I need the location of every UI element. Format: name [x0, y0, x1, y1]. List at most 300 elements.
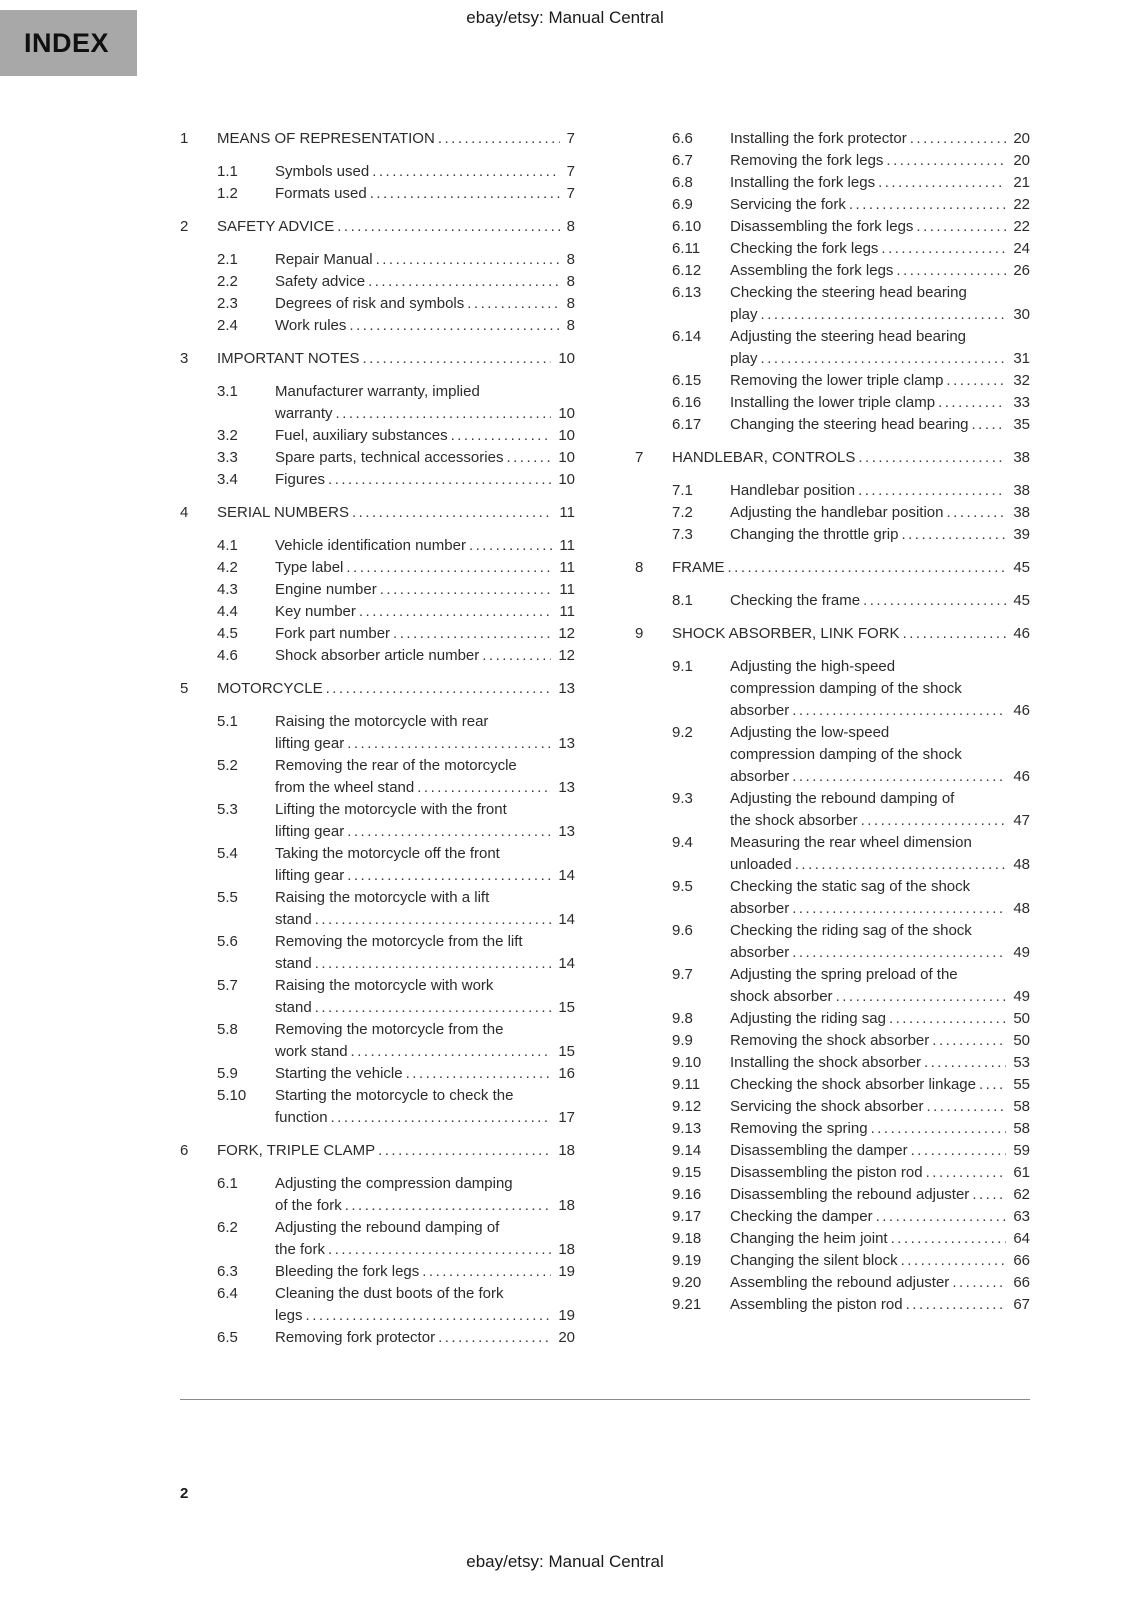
toc-item-page: 10 [551, 348, 575, 370]
toc-item-body [730, 260, 1030, 282]
toc-item-body [730, 656, 1030, 722]
toc-item-body [275, 843, 575, 887]
dot-leader-icon [368, 271, 575, 293]
toc-item-page: 48 [1006, 854, 1030, 876]
toc-item-number: 3.1 [217, 383, 238, 400]
toc-item-body [275, 381, 575, 425]
page-number: 2 [180, 1485, 189, 1502]
toc-section-row [635, 623, 1030, 645]
toc-item-title: Shock absorber article number [275, 647, 480, 664]
toc-entry-row [180, 557, 575, 579]
toc-item-body [275, 579, 575, 601]
toc-item-body [730, 1118, 1030, 1140]
toc-item-body [730, 1052, 1030, 1074]
toc-item-page: 46 [1006, 700, 1030, 722]
toc-item-title: Adjusting the rebound damping of the fork [275, 1219, 500, 1258]
toc-item-number: 5.9 [217, 1065, 238, 1082]
toc-item-body [730, 964, 1030, 1008]
toc-item-title: Bleeding the fork legs [275, 1263, 420, 1280]
toc-item-body [730, 1162, 1030, 1184]
toc-item-title: Changing the silent block [730, 1252, 898, 1269]
toc-entry-row [180, 1019, 575, 1063]
toc-item-page: 24 [1006, 238, 1030, 260]
toc-item-title: Removing fork protector [275, 1329, 436, 1346]
toc-entry-row [635, 414, 1030, 436]
toc-item-number: 5.6 [217, 933, 238, 950]
toc-item-page: 26 [1006, 260, 1030, 282]
toc-item-page: 8 [560, 216, 575, 238]
toc-item-page: 8 [560, 249, 575, 271]
toc-item-body [730, 1008, 1030, 1030]
toc-item-body [730, 1184, 1030, 1206]
toc-entry-row [635, 1030, 1030, 1052]
toc-item-title: Installing the fork protector [730, 130, 907, 147]
dot-leader-icon [393, 623, 575, 645]
toc-item-number: 9.14 [672, 1142, 702, 1159]
toc-item-number: 6.1 [217, 1175, 238, 1192]
toc-entry-row [180, 1063, 575, 1085]
toc-item-number: 5.1 [217, 713, 238, 730]
toc-item-body [275, 711, 575, 755]
dot-leader-icon [792, 700, 1030, 722]
toc-entry-row [635, 788, 1030, 832]
toc-item-page: 10 [551, 447, 575, 469]
toc-item-title: Adjusting the handlebar position [730, 504, 944, 521]
toc-item-number: 9.20 [672, 1274, 702, 1291]
toc-item-number: 2 [180, 218, 189, 235]
dot-leader-icon [376, 249, 575, 271]
dot-leader-icon [349, 315, 575, 337]
toc-item-page: 61 [1006, 1162, 1030, 1184]
toc-item-page: 17 [551, 1107, 575, 1129]
toc-item-title: Key number [275, 603, 356, 620]
dot-leader-icon [858, 480, 1030, 502]
toc-item-number: 6.15 [672, 372, 702, 389]
toc-item-page: 13 [551, 733, 575, 755]
dot-leader-icon [761, 304, 1030, 326]
dot-leader-icon [836, 986, 1030, 1008]
toc-item-page: 8 [560, 293, 575, 315]
toc-entry-row [635, 1052, 1030, 1074]
toc-item-body [275, 1019, 575, 1063]
toc-item-body [730, 1272, 1030, 1294]
toc-item-body [275, 1085, 575, 1129]
toc-item-title: Starting the motorcycle to check the function [275, 1087, 514, 1126]
toc-item-title: Checking the shock absorber linkage [730, 1076, 976, 1093]
toc-item-number: 2.1 [217, 251, 238, 268]
toc-item-title: Installing the fork legs [730, 174, 876, 191]
toc-item-body [730, 920, 1030, 964]
toc-item-page: 10 [551, 403, 575, 425]
toc-item-page: 11 [552, 579, 575, 601]
dot-leader-icon [326, 678, 575, 700]
toc-item-title: Removing the motorcycle from the work stand [275, 1021, 504, 1060]
toc-item-page: 58 [1006, 1096, 1030, 1118]
toc-item-page: 58 [1006, 1118, 1030, 1140]
toc-entry-row [635, 392, 1030, 414]
toc-entry-row [180, 1217, 575, 1261]
toc-item-number: 6.16 [672, 394, 702, 411]
toc-item-page: 18 [551, 1140, 575, 1162]
toc-item-page: 20 [551, 1327, 575, 1349]
toc-item-number: 9.2 [672, 724, 693, 741]
toc-item-page: 35 [1006, 414, 1030, 436]
dot-leader-icon [795, 854, 1030, 876]
toc-entry-row [635, 216, 1030, 238]
toc-item-title: Changing the throttle grip [730, 526, 899, 543]
toc-item-page: 48 [1006, 898, 1030, 920]
toc-item-title: Taking the motorcycle off the front lifting gear [275, 845, 500, 884]
toc-item-body [275, 1217, 575, 1261]
toc-item-number: 4.1 [217, 537, 238, 554]
toc-item-number: 4 [180, 504, 189, 521]
toc-item-body [275, 161, 575, 183]
toc-item-title: Assembling the rebound adjuster [730, 1274, 950, 1291]
toc-item-title: Manufacturer warranty, implied warranty [275, 383, 480, 422]
toc-item-body [217, 502, 575, 524]
toc-item-number: 9.5 [672, 878, 693, 895]
dot-leader-icon [792, 766, 1030, 788]
toc-item-number: 4.5 [217, 625, 238, 642]
dot-leader-icon [761, 348, 1030, 370]
toc-item-page: 7 [560, 161, 575, 183]
toc-item-number: 6.11 [672, 240, 701, 257]
toc-item-title: Installing the lower triple clamp [730, 394, 936, 411]
toc-entry-row [635, 1162, 1030, 1184]
toc-item-title: Starting the vehicle [275, 1065, 403, 1082]
dot-leader-icon [347, 733, 575, 755]
toc-entry-row [180, 249, 575, 271]
toc-item-number: 2.2 [217, 273, 238, 290]
toc-item-body [275, 1327, 575, 1349]
toc-item-body [217, 1140, 575, 1162]
toc-item-number: 5.10 [217, 1087, 247, 1104]
toc-item-body [217, 128, 575, 150]
toc-item-title: Changing the heim joint [730, 1230, 888, 1247]
dot-leader-icon [328, 469, 575, 491]
toc-entry-row [180, 887, 575, 931]
toc-item-number: 5.8 [217, 1021, 238, 1038]
dot-leader-icon [347, 821, 575, 843]
toc-item-title: Disassembling the piston rod [730, 1164, 923, 1181]
toc-column-right [635, 128, 1030, 1349]
toc-item-number: 9.15 [672, 1164, 702, 1181]
toc-item-body [275, 315, 575, 337]
toc-item-body [275, 1283, 575, 1327]
dot-leader-icon [346, 557, 575, 579]
toc-item-body [672, 623, 1030, 645]
toc-entry-row [635, 1184, 1030, 1206]
toc-item-title: Fork part number [275, 625, 391, 642]
toc-item-title: Assembling the piston rod [730, 1296, 903, 1313]
toc-entry-row [180, 623, 575, 645]
toc-item-body [275, 425, 575, 447]
dot-leader-icon [372, 161, 575, 183]
toc-item-page: 66 [1006, 1250, 1030, 1272]
toc-item-title: Servicing the fork [730, 196, 846, 213]
toc-item-title: FORK, TRIPLE CLAMP [217, 1142, 376, 1159]
toc-item-number: 8.1 [672, 592, 693, 609]
toc-entry-row [180, 183, 575, 205]
dot-leader-icon [328, 1239, 575, 1261]
toc-item-page: 53 [1006, 1052, 1030, 1074]
dot-leader-icon [336, 403, 575, 425]
toc-item-title: Adjusting the riding sag [730, 1010, 886, 1027]
toc-item-body [730, 1074, 1030, 1096]
toc-entry-row [635, 282, 1030, 326]
toc-entry-row [180, 293, 575, 315]
toc-item-title: Repair Manual [275, 251, 373, 268]
toc-item-title: Checking the riding sag of the shock absorber [730, 922, 972, 961]
toc-item-page: 14 [551, 909, 575, 931]
toc-entry-row [635, 480, 1030, 502]
toc-item-body [275, 469, 575, 491]
toc-item-number: 5.2 [217, 757, 238, 774]
toc-item-body [730, 832, 1030, 876]
toc-item-number: 4.2 [217, 559, 238, 576]
toc-item-title: Measuring the rear wheel dimension unloaded [730, 834, 972, 873]
toc-item-number: 6.5 [217, 1329, 238, 1346]
toc-item-body [730, 326, 1030, 370]
toc-item-page: 13 [551, 678, 575, 700]
toc-item-body [672, 447, 1030, 469]
toc-item-title: FRAME [672, 559, 725, 576]
toc-item-body [275, 887, 575, 931]
toc-item-page: 13 [551, 821, 575, 843]
toc-item-title: Assembling the fork legs [730, 262, 894, 279]
toc-item-number: 9.21 [672, 1296, 702, 1313]
toc-item-page: 11 [552, 502, 575, 524]
toc-entry-row [180, 381, 575, 425]
dot-leader-icon [337, 216, 575, 238]
toc-item-body [275, 1261, 575, 1283]
toc-item-title: Checking the static sag of the shock absorber [730, 878, 971, 917]
toc-item-page: 66 [1006, 1272, 1030, 1294]
toc-item-page: 16 [551, 1063, 575, 1085]
toc-item-number: 6 [180, 1142, 189, 1159]
dot-leader-icon [363, 348, 575, 370]
toc-item-body [730, 502, 1030, 524]
toc-item-page: 11 [552, 535, 575, 557]
toc-item-title: Checking the steering head bearing play [730, 284, 967, 323]
toc-item-title: Adjusting the spring preload of the shock absorber [730, 966, 958, 1005]
toc-item-title: Spare parts, technical accessories [275, 449, 504, 466]
toc-entry-row [180, 1283, 575, 1327]
toc-item-page: 18 [551, 1239, 575, 1261]
toc-item-body [217, 348, 575, 370]
toc-item-title: Engine number [275, 581, 377, 598]
toc-entry-row [635, 1294, 1030, 1316]
toc-entry-row [635, 260, 1030, 282]
toc-item-title: Disassembling the damper [730, 1142, 908, 1159]
toc-item-body [275, 1063, 575, 1085]
toc-item-body [275, 645, 575, 667]
toc-item-page: 32 [1006, 370, 1030, 392]
toc-item-number: 6.9 [672, 196, 693, 213]
dot-leader-icon [306, 1305, 575, 1327]
toc-item-number: 9.13 [672, 1120, 702, 1137]
toc-entry-row [635, 238, 1030, 260]
toc-item-title: Adjusting the compression damping of the fork [275, 1175, 513, 1214]
toc-item-page: 12 [551, 645, 575, 667]
toc-item-title: Raising the motorcycle with rear lifting gear [275, 713, 489, 752]
toc-entry-row [180, 799, 575, 843]
toc-item-body [730, 370, 1030, 392]
toc-item-number: 9.19 [672, 1252, 702, 1269]
toc-item-body [275, 1173, 575, 1217]
toc-section-row [635, 447, 1030, 469]
toc-item-number: 7.1 [672, 482, 693, 499]
index-tab [0, 10, 137, 76]
toc-item-title: SHOCK ABSORBER, LINK FORK [672, 625, 900, 642]
toc-item-number: 5.5 [217, 889, 238, 906]
dot-leader-icon [380, 579, 575, 601]
toc-section-row [180, 348, 575, 370]
toc-item-page: 8 [560, 271, 575, 293]
toc-section-row [635, 557, 1030, 579]
toc-item-title: Safety advice [275, 273, 366, 290]
toc-item-title: Changing the steering head bearing [730, 416, 969, 433]
toc-item-number: 9.18 [672, 1230, 702, 1247]
toc-entry-row [635, 1206, 1030, 1228]
dot-leader-icon [359, 601, 575, 623]
toc-item-number: 6.6 [672, 130, 693, 147]
toc-item-page: 46 [1006, 623, 1030, 645]
toc-item-page: 22 [1006, 194, 1030, 216]
toc-item-body [275, 447, 575, 469]
toc-item-number: 5.4 [217, 845, 238, 862]
dot-leader-icon [315, 909, 575, 931]
toc-item-body [217, 216, 575, 238]
dot-leader-icon [331, 1107, 575, 1129]
toc-item-number: 6.7 [672, 152, 693, 169]
toc-item-body [275, 931, 575, 975]
toc-entry-row [635, 1008, 1030, 1030]
toc-item-number: 2.4 [217, 317, 238, 334]
dot-leader-icon [792, 942, 1030, 964]
toc-item-page: 15 [551, 997, 575, 1019]
toc-entry-row [635, 1272, 1030, 1294]
toc-item-body [730, 1294, 1030, 1316]
toc-column-left [180, 128, 575, 1349]
toc-item-page: 46 [1006, 766, 1030, 788]
toc-item-number: 1.1 [217, 163, 238, 180]
toc-item-page: 10 [551, 469, 575, 491]
dot-leader-icon [370, 183, 575, 205]
toc-item-number: 1 [180, 130, 189, 147]
toc-item-page: 50 [1006, 1030, 1030, 1052]
toc-item-page: 13 [551, 777, 575, 799]
toc-item-title: Removing the shock absorber [730, 1032, 930, 1049]
toc-item-number: 5 [180, 680, 189, 697]
toc-entry-row [180, 601, 575, 623]
toc-item-page: 12 [551, 623, 575, 645]
toc-entry-row [180, 579, 575, 601]
toc-item-number: 9.10 [672, 1054, 702, 1071]
toc-item-number: 9.8 [672, 1010, 693, 1027]
toc-item-title: IMPORTANT NOTES [217, 350, 360, 367]
toc-item-body [730, 238, 1030, 260]
toc-entry-row [180, 975, 575, 1019]
toc-item-title: Removing the lower triple clamp [730, 372, 944, 389]
dot-leader-icon [849, 194, 1030, 216]
toc-item-title: Adjusting the high-speed compression damping of the shock absorber [730, 658, 962, 719]
toc-item-number: 6.13 [672, 284, 702, 301]
toc-item-page: 63 [1006, 1206, 1030, 1228]
toc-item-number: 4.3 [217, 581, 238, 598]
toc-item-page: 14 [551, 953, 575, 975]
table-of-contents [0, 128, 1130, 1349]
toc-entry-row [180, 1261, 575, 1283]
toc-item-title: Work rules [275, 317, 347, 334]
toc-item-body [730, 1250, 1030, 1272]
toc-item-body [275, 601, 575, 623]
toc-item-title: Raising the motorcycle with a lift stand [275, 889, 490, 928]
toc-entry-row [635, 502, 1030, 524]
toc-item-title: MEANS OF REPRESENTATION [217, 130, 435, 147]
toc-item-number: 8 [635, 559, 644, 576]
toc-entry-row [635, 590, 1030, 612]
index-label: INDEX [24, 27, 110, 58]
toc-item-body [730, 722, 1030, 788]
toc-entry-row [635, 876, 1030, 920]
toc-item-page: 11 [552, 557, 575, 579]
dot-leader-icon [315, 953, 575, 975]
toc-item-title: Handlebar position [730, 482, 856, 499]
toc-item-title: Adjusting the rebound damping of the shock absorber [730, 790, 955, 829]
toc-item-title: Removing the fork legs [730, 152, 884, 169]
toc-item-title: Raising the motorcycle with work stand [275, 977, 494, 1016]
toc-item-page: 30 [1006, 304, 1030, 326]
dot-leader-icon [352, 502, 575, 524]
toc-entry-row [180, 1085, 575, 1129]
toc-item-page: 31 [1006, 348, 1030, 370]
toc-item-number: 7.2 [672, 504, 693, 521]
toc-entry-row [180, 843, 575, 887]
toc-item-number: 6.3 [217, 1263, 238, 1280]
dot-leader-icon [315, 997, 575, 1019]
toc-item-body [275, 271, 575, 293]
toc-item-page: 14 [551, 865, 575, 887]
toc-item-page: 59 [1006, 1140, 1030, 1162]
toc-item-body [730, 788, 1030, 832]
dot-leader-icon [406, 1063, 575, 1085]
toc-item-number: 6.17 [672, 416, 702, 433]
dot-leader-icon [378, 1140, 575, 1162]
toc-entry-row [635, 832, 1030, 876]
toc-item-number: 6.4 [217, 1285, 238, 1302]
toc-item-title: Vehicle identification number [275, 537, 466, 554]
toc-entry-row [180, 271, 575, 293]
toc-item-page: 49 [1006, 986, 1030, 1008]
toc-item-title: Disassembling the fork legs [730, 218, 914, 235]
toc-entry-row [635, 964, 1030, 1008]
toc-item-body [730, 1206, 1030, 1228]
toc-item-body [730, 1030, 1030, 1052]
dot-leader-icon [728, 557, 1031, 579]
footer-divider [180, 1399, 1030, 1400]
toc-item-page: 33 [1006, 392, 1030, 414]
toc-entry-row [635, 722, 1030, 788]
toc-item-number: 4.4 [217, 603, 238, 620]
dot-leader-icon [858, 447, 1030, 469]
toc-item-body [275, 183, 575, 205]
toc-item-body [275, 293, 575, 315]
toc-item-page: 22 [1006, 216, 1030, 238]
toc-item-number: 9.4 [672, 834, 693, 851]
toc-entry-row [635, 1140, 1030, 1162]
toc-item-number: 4.6 [217, 647, 238, 664]
